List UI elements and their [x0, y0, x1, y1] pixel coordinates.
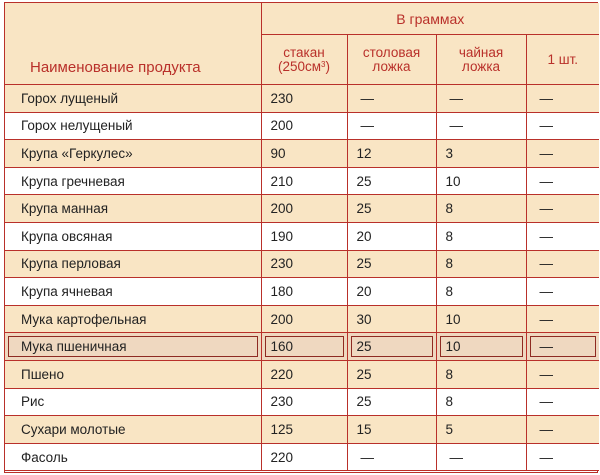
- product-name-cell-text: Мука пшеничная: [21, 339, 127, 355]
- tablespoon-grams-cell: [347, 195, 436, 223]
- table-row[interactable]: [5, 112, 599, 140]
- product-name-cell: [5, 360, 261, 388]
- product-name-cell: [5, 278, 261, 306]
- table-row[interactable]: [5, 140, 599, 168]
- product-name-cell: [5, 222, 261, 250]
- tablespoon-grams-cell-text: —: [360, 449, 374, 465]
- piece-grams-cell: [526, 388, 599, 416]
- piece-grams-cell-text: —: [539, 311, 553, 327]
- teaspoon-grams-cell: [436, 195, 526, 223]
- tablespoon-grams-cell-text: 25: [356, 201, 372, 217]
- teaspoon-grams-cell-text: 8: [445, 201, 454, 217]
- teaspoon-header-line1: чайная: [458, 44, 504, 60]
- piece-grams-cell: [526, 360, 599, 388]
- piece-header-label: 1 шт.: [547, 51, 579, 67]
- piece-grams-cell-text: —: [539, 339, 553, 355]
- cup-grams-cell-text: 200: [270, 201, 294, 217]
- column-header-teaspoon: [436, 35, 526, 85]
- tablespoon-grams-cell-text: —: [360, 118, 374, 134]
- tablespoon-grams-cell-text: 25: [356, 173, 372, 189]
- piece-grams-cell-text: —: [539, 201, 553, 217]
- piece-grams-cell-text: —: [539, 449, 553, 465]
- product-name-cell-text: Крупа овсяная: [21, 228, 113, 244]
- teaspoon-grams-cell: [436, 443, 526, 471]
- piece-grams-cell-text: —: [539, 283, 553, 299]
- cup-grams-cell-text: 230: [270, 394, 294, 410]
- table-row[interactable]: [5, 443, 599, 471]
- product-name-cell: [5, 416, 261, 444]
- piece-grams-cell-text: —: [539, 256, 553, 272]
- cup-header-close: ): [325, 58, 330, 74]
- piece-grams-cell: [526, 167, 599, 195]
- cup-grams-cell-text: 230: [270, 256, 294, 272]
- cup-grams-cell-text: 90: [270, 145, 286, 161]
- tablespoon-grams-cell-text: 25: [356, 366, 372, 382]
- cup-grams-cell: [261, 278, 347, 306]
- tablespoon-grams-cell: [347, 85, 436, 113]
- product-name-cell: [5, 305, 261, 333]
- tablespoon-grams-cell-text: 25: [356, 339, 372, 355]
- teaspoon-grams-cell-text: —: [449, 118, 463, 134]
- tablespoon-grams-cell-text: 15: [356, 421, 372, 437]
- cup-grams-cell: [261, 360, 347, 388]
- column-group-header-grams: [261, 3, 599, 35]
- product-name-cell-text: Крупа перловая: [21, 256, 121, 272]
- product-name-cell: [5, 195, 261, 223]
- piece-grams-cell: [526, 250, 599, 278]
- product-name-cell-text: Сухари молотые: [21, 421, 126, 437]
- product-name-cell: [5, 112, 261, 140]
- cup-grams-cell: [261, 333, 347, 361]
- teaspoon-grams-cell: [436, 333, 526, 361]
- tablespoon-grams-cell: [347, 222, 436, 250]
- grams-group-label: В граммах: [396, 10, 465, 27]
- cup-grams-cell-text: 200: [270, 311, 294, 327]
- cup-grams-cell-text: 180: [270, 283, 294, 299]
- teaspoon-grams-cell-text: 8: [445, 256, 454, 272]
- product-name-cell-text: Пшено: [21, 366, 65, 382]
- cup-grams-cell: [261, 195, 347, 223]
- table-row[interactable]: [5, 250, 599, 278]
- product-name-cell-text: Крупа «Геркулес»: [21, 145, 133, 161]
- column-header-cup: [261, 35, 347, 85]
- cup-grams-cell: [261, 85, 347, 113]
- teaspoon-grams-cell-text: 10: [445, 311, 461, 327]
- measures-table-container: [4, 2, 598, 473]
- teaspoon-grams-cell-text: 8: [445, 228, 454, 244]
- piece-grams-cell-text: —: [539, 421, 553, 437]
- piece-grams-cell: [526, 140, 599, 168]
- tablespoon-grams-cell: [347, 360, 436, 388]
- piece-grams-cell: [526, 305, 599, 333]
- cup-grams-cell-text: 125: [270, 421, 294, 437]
- piece-grams-cell-text: —: [539, 90, 553, 106]
- teaspoon-header-line2: ложка: [461, 58, 501, 74]
- piece-grams-cell: [526, 222, 599, 250]
- teaspoon-grams-cell: [436, 278, 526, 306]
- cup-grams-cell-text: 160: [270, 339, 294, 355]
- table-row[interactable]: [5, 305, 599, 333]
- teaspoon-grams-cell: [436, 388, 526, 416]
- product-name-cell: [5, 250, 261, 278]
- tablespoon-grams-cell-text: 25: [356, 256, 372, 272]
- piece-grams-cell: [526, 333, 599, 361]
- tablespoon-header-line2: ложка: [372, 58, 411, 74]
- column-header-product-name: [5, 3, 261, 85]
- product-name-cell: [5, 443, 261, 471]
- table-row[interactable]: [5, 388, 599, 416]
- tablespoon-grams-cell: [347, 443, 436, 471]
- teaspoon-grams-cell: [436, 167, 526, 195]
- piece-grams-cell-text: —: [539, 394, 553, 410]
- cup-grams-cell-text: 210: [270, 173, 294, 189]
- tablespoon-grams-cell: [347, 333, 436, 361]
- piece-grams-cell: [526, 112, 599, 140]
- piece-grams-cell-text: —: [539, 228, 553, 244]
- product-name-cell: [5, 333, 261, 361]
- table-row[interactable]: [5, 416, 599, 444]
- product-name-cell-text: Горох лущеный: [21, 90, 119, 106]
- teaspoon-grams-cell-text: 8: [445, 283, 454, 299]
- teaspoon-grams-cell: [436, 112, 526, 140]
- piece-grams-cell: [526, 278, 599, 306]
- cup-grams-cell: [261, 305, 347, 333]
- tablespoon-header-line1: столовая: [362, 44, 421, 60]
- cup-header-line1: стакан: [283, 44, 325, 60]
- teaspoon-grams-cell: [436, 305, 526, 333]
- tablespoon-grams-cell-text: 12: [356, 145, 372, 161]
- tablespoon-grams-cell: [347, 140, 436, 168]
- table-row[interactable]: [5, 222, 599, 250]
- product-name-cell-text: Рис: [21, 394, 45, 410]
- tablespoon-grams-cell-text: 25: [356, 394, 372, 410]
- product-name-cell: [5, 167, 261, 195]
- measures-table-body: [5, 85, 599, 471]
- product-name-cell-text: Крупа манная: [21, 201, 109, 217]
- table-row[interactable]: [5, 167, 599, 195]
- table-row[interactable]: [5, 360, 599, 388]
- teaspoon-grams-cell: [436, 250, 526, 278]
- cup-header-superscript: 3: [321, 59, 326, 69]
- piece-grams-cell: [526, 443, 599, 471]
- column-header-piece: [526, 35, 599, 85]
- product-name-cell-text: Фасоль: [21, 449, 68, 465]
- cup-grams-cell: [261, 250, 347, 278]
- cup-grams-cell: [261, 167, 347, 195]
- tablespoon-grams-cell: [347, 416, 436, 444]
- tablespoon-grams-cell-text: —: [360, 90, 374, 106]
- piece-grams-cell-text: —: [539, 173, 553, 189]
- product-name-cell: [5, 388, 261, 416]
- table-row[interactable]: [5, 195, 599, 223]
- piece-grams-cell: [526, 85, 599, 113]
- cup-grams-cell-text: 220: [270, 449, 294, 465]
- teaspoon-grams-cell: [436, 360, 526, 388]
- teaspoon-grams-cell: [436, 416, 526, 444]
- piece-grams-cell: [526, 195, 599, 223]
- piece-grams-cell-text: —: [539, 118, 553, 134]
- piece-grams-cell-text: —: [539, 366, 553, 382]
- tablespoon-grams-cell: [347, 305, 436, 333]
- teaspoon-grams-cell-text: —: [449, 90, 463, 106]
- teaspoon-grams-cell: [436, 140, 526, 168]
- cup-grams-cell: [261, 222, 347, 250]
- table-row[interactable]: [5, 333, 599, 361]
- teaspoon-grams-cell: [436, 222, 526, 250]
- tablespoon-grams-cell-text: 30: [356, 311, 372, 327]
- tablespoon-grams-cell-text: 20: [356, 228, 372, 244]
- cup-grams-cell: [261, 388, 347, 416]
- tablespoon-grams-cell: [347, 250, 436, 278]
- cup-grams-cell-text: 190: [270, 228, 294, 244]
- tablespoon-grams-cell: [347, 388, 436, 416]
- product-name-cell-text: Крупа гречневая: [21, 173, 125, 189]
- teaspoon-grams-cell-text: 10: [445, 173, 461, 189]
- table-row[interactable]: [5, 278, 599, 306]
- product-name-cell: [5, 140, 261, 168]
- product-name-header-label: Наименование продукта: [30, 59, 201, 76]
- teaspoon-grams-cell: [436, 85, 526, 113]
- cup-grams-cell: [261, 416, 347, 444]
- cup-grams-cell: [261, 112, 347, 140]
- product-name-cell-text: Мука картофельная: [21, 311, 147, 327]
- tablespoon-grams-cell: [347, 278, 436, 306]
- teaspoon-grams-cell-text: 5: [445, 421, 454, 437]
- teaspoon-grams-cell-text: —: [449, 449, 463, 465]
- cup-header-line2: (250см: [277, 58, 322, 74]
- tablespoon-grams-cell: [347, 167, 436, 195]
- product-name-cell-text: Горох нелущеный: [21, 118, 133, 134]
- cup-grams-cell: [261, 443, 347, 471]
- cup-grams-cell: [261, 140, 347, 168]
- product-name-cell: [5, 85, 261, 113]
- teaspoon-grams-cell-text: 8: [445, 394, 454, 410]
- cup-grams-cell-text: 220: [270, 366, 294, 382]
- tablespoon-grams-cell-text: 20: [356, 283, 372, 299]
- column-header-tablespoon: [347, 35, 436, 85]
- cup-grams-cell-text: 200: [270, 118, 294, 134]
- product-name-cell-text: Крупа ячневая: [21, 283, 113, 299]
- cup-grams-cell-text: 230: [270, 90, 294, 106]
- tablespoon-grams-cell: [347, 112, 436, 140]
- table-row[interactable]: [5, 85, 599, 113]
- teaspoon-grams-cell-text: 10: [445, 339, 461, 355]
- teaspoon-grams-cell-text: 8: [445, 366, 454, 382]
- teaspoon-grams-cell-text: 3: [445, 145, 454, 161]
- measures-table: [5, 3, 599, 471]
- piece-grams-cell-text: —: [539, 145, 553, 161]
- piece-grams-cell: [526, 416, 599, 444]
